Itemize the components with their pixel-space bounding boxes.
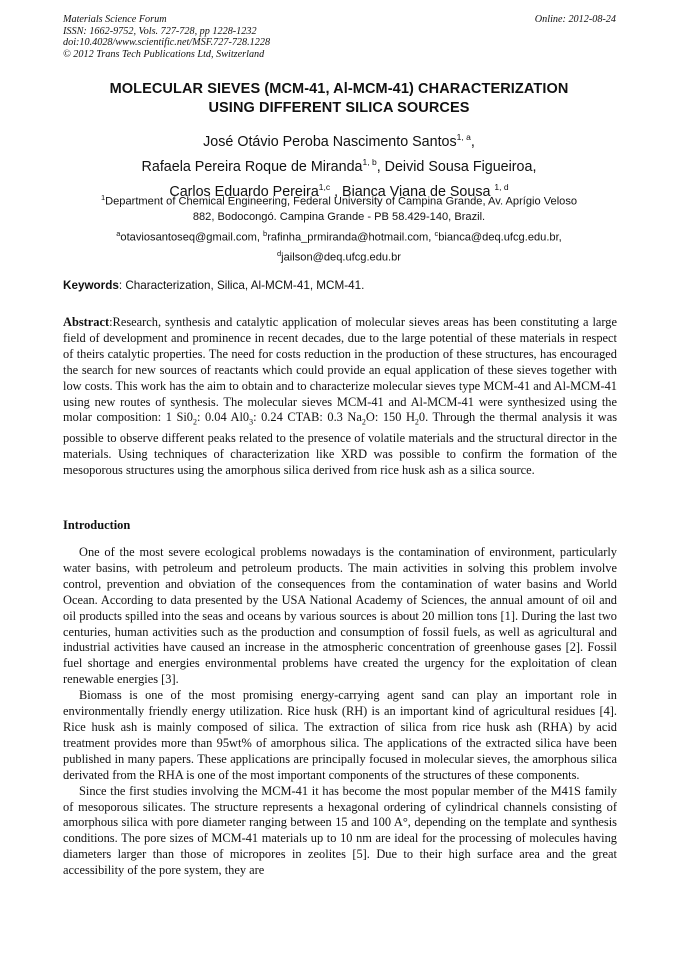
subscript: 2 (414, 417, 419, 427)
paragraph: One of the most severe ecological problems nowadays is the contamination of environment, particularly water basins, with petroleum and petroleum products. The main activities in solving this problem involve control, prevention and obviation of the consequences from the contamination of water basins and World Ocean. According to data presented by the USA National Academy of Sciences, the annual amount of oil and oil products spilled into the seas and oceans by various sources is about 20 million tons [1]. During the last two centuries, human activities such as the production and consumption of fossil fuels, as well as agricultural and industrial activities have caused an increase in the atmospheric concentration of greenhouse gases [2]. Fossil fuel shortage and energies environmental problems have created the urgency for the exploitation of clean renewable energies [3]. (63, 545, 617, 687)
issn-line: ISSN: 1662-9752, Vols. 727-728, pp 1228-1232 (63, 25, 257, 37)
email-superscript: a (116, 229, 121, 238)
author-line-3: Carlos Eduardo Pereira$^{1,c}$ , Bianca Viana de Sousa $^{1, d}$ (169, 181, 509, 200)
author-superscript: 1,c (318, 181, 331, 192)
abstract-text: : 0.04 Al0 (196, 410, 250, 425)
author-name: José Otávio Peroba Nascimento Santos (203, 133, 457, 150)
section-heading-introduction: Introduction (63, 518, 131, 532)
author-name: Carlos Eduardo Pereira (169, 183, 319, 200)
author-name: Bianca Viana de Sousa (342, 183, 491, 200)
email-link[interactable]: bianca@deq.ufcg.edu.br, (438, 231, 562, 244)
subscript: 3 (249, 417, 254, 427)
title-line-1: MOLECULAR SIEVES (MCM-41, Al-MCM-41) CHARACTERIZATION (109, 81, 569, 97)
publication-info (63, 14, 270, 60)
abstract-text: : 0.24 CTAB: 0.3 Na (253, 410, 362, 425)
journal-name: Materials Science Forum (63, 14, 167, 25)
keywords-label: Keywords (63, 279, 119, 292)
abstract (63, 315, 617, 479)
subscript: 2 (361, 417, 366, 427)
paragraph: Since the first studies involving the MCM-41 it has become the most popular member of the M41S family of mesoporous silicates. The structure represents a hexagonal ordering of cylindrical channels consisting of amorphous silica with pore diameter ranging between 15 and 100 A°, depending on the template and synthesis conditions. The pore sizes of MCM-41 materials up to 10 nm are ideal for the processing of molecules having diameters larger than those of micropores in zeolites [5]. Due to their high surface area and the great accessibility of the pore system, they are (63, 783, 617, 878)
author-line-2: Rafaela Pereira Roque de Miranda$^{1, b}$, Deivid Sousa Figueiroa, (141, 156, 537, 175)
affiliation (60, 190, 618, 226)
abstract-text: O: 150 H (365, 410, 415, 425)
introduction-body (63, 545, 617, 879)
author-superscript: 1, d (494, 181, 509, 192)
title-line-2: USING DIFFERENT SILICA SOURCES (208, 100, 470, 116)
abstract-text: 0. Through the thermal analysis it was possible to observe different peaks related to the presence of volatile materials and the structural director in the materials. Using techniques of characterization like XRD was possible to confirm the formation of the mesoporous structures using the amorphous silica derived from rice husk ash as a silica source. (63, 410, 618, 477)
email-link[interactable]: otaviosantoseq@gmail.com, (120, 231, 264, 244)
affiliation-line-2: 882, Bodocongó. Campina Grande - PB 58.429-140, Brazil. (192, 211, 486, 224)
email-superscript: c (434, 229, 439, 238)
email-superscript: b (263, 229, 268, 238)
email-link[interactable]: jailson@deq.ufcg.edu.br (281, 251, 401, 264)
affiliation-line-1: Department of Chemical Engineering, Federal University of Campina Grande, Av. Aprígio Veloso (105, 195, 578, 208)
affiliation-superscript: 1 (100, 193, 106, 202)
author-line-1: José Otávio Peroba Nascimento Santos$^{1, a}$, (203, 132, 475, 150)
author-superscript: 1, b (362, 156, 377, 167)
email-superscript: d (277, 249, 282, 259)
online-date: Online: 2012-08-24 (534, 14, 616, 25)
doi-line: doi:10.4028/www.scientific.net/MSF.727-728.1228 (63, 37, 271, 48)
copyright-line: © 2012 Trans Tech Publications Ltd, Switzerland (63, 48, 265, 60)
subscript: 2 (192, 417, 197, 427)
author-emails (60, 226, 618, 266)
keywords (63, 279, 618, 292)
abstract-text: :Research, synthesis and catalytic application of molecular sieves areas has been constituting a large field of development and prominence in recent decades, due to the large potential of these materials in respect of theirs catalytic properties. The need for costs reduction in the production of these structures, has encouraged the search for new sources of reactants which could provide an equal application of these sieves together with low costs. This work has the aim to obtain and to characterize molecular sieves type MCM-41 and Al-MCM-41 using new routes of synthesis. The molecular sieves MCM-41 and Al-MCM-41 were synthesized using the molar composition: 1 Si0 (63, 315, 617, 425)
paper-title (60, 80, 618, 118)
email-link[interactable]: rafinha_prmiranda@hotmail.com, (267, 231, 435, 244)
author-superscript: 1, a (456, 132, 471, 142)
author-name: Rafaela Pereira Roque de Miranda (141, 158, 363, 175)
author-name: Deivid Sousa Figueiroa, (384, 158, 537, 175)
abstract-label: Abstract (63, 315, 110, 329)
keywords-text: : Characterization, Silica, Al-MCM-41, MCM-41. (118, 279, 365, 292)
paragraph: Biomass is one of the most promising energy-carrying agent sand can play an important role in environmentally friendly energy utilization. Rice husk (RH) is an important kind of agricultural residues [4]. Rice husk ash is mainly composed of silica. The extraction of silica from rice husk ash (RHA) by acid treatment provides more than 95wt% of amorphous silica. The applications of the extracted silica have been published in many papers. These applications are principally focused in molecular sieves, the amorphous silica derivated from the RHA is one of the most important components of the structures of these components. (63, 688, 617, 782)
